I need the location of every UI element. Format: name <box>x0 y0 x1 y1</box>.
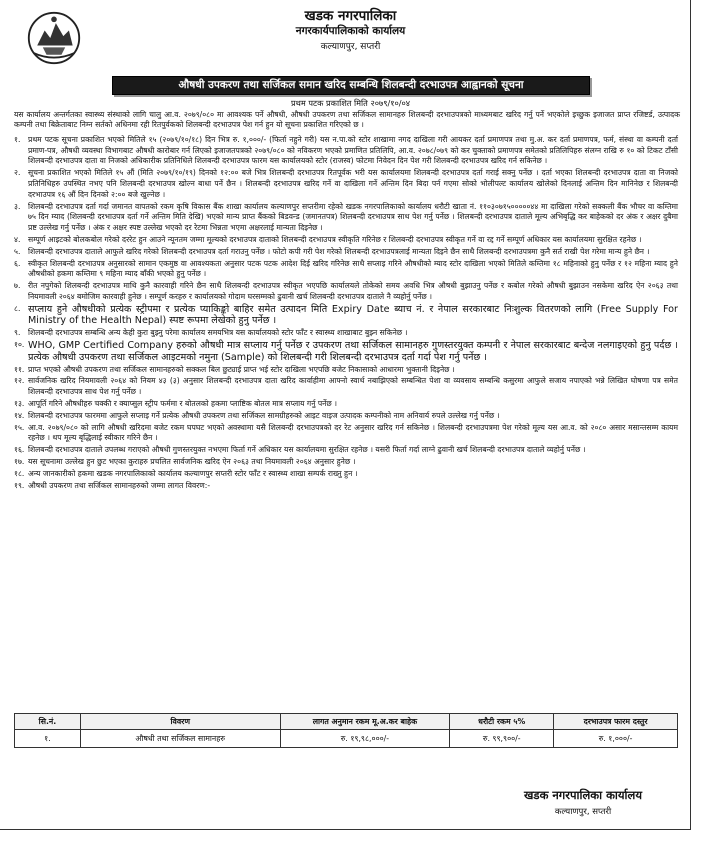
cell-description: औषधी तथा सर्जिकल सामानहरु <box>80 730 280 748</box>
item-number: ६. <box>14 258 21 268</box>
item-number: ३. <box>14 201 21 211</box>
item-text: शिलबन्दी दरभाउपत्र फारममा आफुले सप्लाइ गर्ने प्रत्येक औषधी उपकरण तथा सर्जिकल सामग्रीहरुको आइट वाइज उत्पादक कम्पनीको नाम अनिवार्य रुपले उल्लेख गर्नु पर्नेछ । <box>28 410 500 420</box>
cell-estimated-cost: रु. १९,९८,०००/- <box>280 730 450 748</box>
notice-item <box>14 168 678 200</box>
col-header-form-fee: दरभाउपत्र फारम दस्तुर <box>554 714 678 730</box>
item-number: १४. <box>14 410 25 420</box>
notice-items <box>14 135 678 493</box>
item-number: १६. <box>14 445 25 455</box>
item-number: १८. <box>14 469 25 479</box>
publish-date: प्रथम पटक प्रकाशित मिति २०७९/१०/०४ <box>290 98 411 108</box>
item-text: आ.व. २०७९/०८० को लागि औषधी खरिदमा बजेट रकम घपघट भएको अवस्थामा यसै शिलबन्दी दरभाउपत्रको दर रेट अनुसार खरिद गर्न सकिनेछ । शिलबन्दी दरभाउपत्रमा पेश गरेको मूल्य यस आ.व. को २०८० असार मसान्तसम्म कायम रहनेछ । थप मूल्य बृद्धिलाई स्वीकार गरिने छैन । <box>28 422 678 443</box>
org-name: खडक नगरपालिका <box>304 8 397 24</box>
cost-table <box>14 713 678 748</box>
item-number: ९. <box>14 328 21 338</box>
table-header-row <box>15 714 678 730</box>
item-text: प्राप्त भएको औषधी उपकरण तथा सर्जिकल सामानहरुको सक्कल बिल छुट्याई प्राप्त भई स्टोर दाखिला भएपछि बजेट निकासाको आधारमा भुक्तानी दिइनेछ । <box>28 364 455 374</box>
item-number: ८. <box>14 303 21 313</box>
office-name: नगरकार्यपालिकाको कार्यालय <box>295 25 406 37</box>
item-text: आपूर्ति गरिने औषधीहरु चक्की र क्याप्सुल स्ट्रीप फर्ममा र बोतलको हकमा प्लाष्टिक बोतल मात्र सप्लाय गर्नु पर्नेछ । <box>28 398 337 408</box>
item-text: सप्लाय हुने औषधीको प्रत्येक स्ट्रीपमा र प्रत्येक प्याकिङ्को बाहिर समेत उत्पादन मिति Expiry Date ब्याच नं. र नेपाल सरकारबाट निःशुल्क वितरणको लागि (Free Supply For Ministry of the Health Nepal) स्पष्ट रूपमा लेखेको हुनु पर्नेछ । <box>28 303 678 327</box>
notice-item <box>14 247 678 258</box>
notice-item <box>14 259 678 280</box>
item-number: २. <box>14 168 21 178</box>
notice-item <box>14 235 678 246</box>
item-text: औषधी उपकरण तथा सर्जिकल सामानहरुको जम्मा लागत विवरण:- <box>28 481 211 491</box>
item-text: शिलबन्दी दरभाउपत्र सम्बन्धि अन्य केही कुरा बुझ्नु परेमा कार्यालय समयभित्र यस कार्यालयको स्टोर फाँट र स्वास्थ्य शाखाबाट बुझ्न सकिनेछ । <box>28 328 408 338</box>
item-text: अन्य जानकारीको हकमा खडक नगरपालिकाको कार्यालय कल्याणपुर सप्तरी स्टोर फाँट र स्वास्थ्य शाखा सम्पर्क राख्नु हुन । <box>28 469 358 479</box>
item-text: WHO, GMP Certified Company हरुको औषधी मात्र सप्लाय गर्नु पर्नेछ र उपकरण तथा सर्जिकल सामानहरु गुणस्तरयुक्त कम्पनी र नेपाल सरकारबाट बन्देज नलगाइएको हुनु पर्दछ । प्रत्येक औषधी उपकरण तथा सर्जिकल आइटमको नमुना (Sample) को शिलबन्दी गरी शिलबन्दी दरभाउपत्र दर्ता गर्दा पेश गर्नु पर्नेछ । <box>28 340 678 363</box>
item-number: १२. <box>14 376 25 386</box>
table-row <box>15 730 678 748</box>
notice-title: औषधी उपकरण तथा सर्जिकल समान खरिद सम्बन्धि शिलबन्दी दरभाउपत्र आह्वानको सूचना <box>112 76 590 95</box>
item-number: ५. <box>14 246 21 256</box>
notice-item <box>14 376 678 397</box>
notice-item <box>14 445 678 456</box>
item-number: ७. <box>14 281 21 291</box>
signature-address: कल्याणपुर, सप्तरी <box>554 807 612 817</box>
signature-block <box>524 788 642 817</box>
item-text: रीत नपुगेको शिलबन्दी दरभाउपत्र माथि कुनै कारवाही गरिने छैन साथै शिलबन्दी दरभाउपत्र स्वीकृत भएपछि कार्यालयले तोकेको समय अवधि भित्र औषधी बुझाउनु पर्नेछ र कबोल गरेको औषधी बुझाउन नसकेमा खरिद ऐन २०६३ तथा नियमावली २०६४ बमोजिम कारवाही हुनेछ । सम्पूर्ण करहरु र कार्यालयको गोदाम घरसम्मको ढुवानी खर्च शिलबन्दी दरभाउपत्र दाताले नै व्यहोर्नु पर्नेछ । <box>28 281 678 301</box>
office-address: कल्याणपुर, सप्तरी <box>320 42 381 52</box>
notice-item <box>14 340 678 363</box>
cell-form-fee: रु. १,०००/- <box>554 730 678 748</box>
item-text: शिलबन्दी दरभाउपत्र दाताले उपलब्ध गराएको औषधी गुणस्तरयुक्त नभएमा फिर्ता गर्ने अधिकार यस कार्यालयमा सुरक्षित रहनेछ । यसरी फिर्ता गर्दा लाग्ने ढुवानी खर्च शिलबन्दी दरभाउपत्र दाताले व्यहोर्नु पर्नेछ । <box>28 445 586 455</box>
item-text: प्रथम पटक सूचना प्रकाशित भएको मितिले १५ (२०७९/१०/१८) दिन भित्र रु. १,०००/- (फिर्ता नहुने गरी) यस न.पा.को स्टोर शाखामा नगद दाखिला गरी आयकर दर्ता प्रमाणपत्र तथा मु.अ. कर दर्ता प्रमाणपत्र, फर्म, संस्था वा कम्पनी दर्ता प्रमाण-पत्र, औषधी व्यवस्था विभागबाट औषधी कारोबार गर्न लिएको इजाजतपत्रको २०७९/०८० को नविकरण भएको प्रमाणित प्रतिलिपि, आ.व. २०७८/०७९ को कर चुक्ताको प्रमाणपत्र समेतको प्रतिलिपिहरु संलग्न राखि रु १० को टिकट टाँसी शिलबन्दी दरभाउपत्र दाता वा निजको अधिकारीक प्रतिनिधिले शिलबन्दी दरभाउपत्र फारम यस कार्यालयको स्टोर (राजस्व) फोटमा निवेदन दिन पेश गरी शिलबन्दी दरभाउपत्र खरिद गर्न सकिनेछ । <box>28 135 678 166</box>
item-text: यस सूचनामा उल्लेख हुन छुट भएका कुराहरु प्रचलित सार्वजनिक खरिद ऐन २०६३ तथा नियमावली २०६४ अनुसार हुनेछ । <box>28 457 356 467</box>
notice-item <box>14 328 678 339</box>
signature-org: खडक नगरपालिका कार्यालय <box>524 788 642 802</box>
item-number: १९. <box>14 481 25 491</box>
item-number: ११. <box>14 364 25 374</box>
col-header-estimated-cost: लागत अनुमान रकम मू.अ.कर बाहेक <box>280 714 450 730</box>
cell-sn: १. <box>15 730 81 748</box>
notice-item <box>14 135 678 167</box>
notice-item <box>14 202 678 234</box>
item-text: स्वीकृत शिलबन्दी दरभाउपत्र अनुसारको सामान एकमुष्ठ वा आवश्यकता अनुसार पटक पटक आदेश दिई खरिद गरिनेछ साथै सप्लाइ गरिने औषधीको म्याद स्टोर दाखिला भएको मितिले कम्तिमा १८ महिनाको हुनु पर्नेछ र १२ महिना म्याद हुने औषधीको हकमा कम्तिमा ९ महिना म्याद बाँकी भएको हुनु पर्नेछ । <box>28 258 678 279</box>
notice-item <box>14 399 678 410</box>
item-number: १५. <box>14 422 25 432</box>
item-number: १७. <box>14 457 25 467</box>
notice-item <box>14 304 678 327</box>
col-header-description: विवरण <box>80 714 280 730</box>
item-text: सम्पूर्ण आइटको बोलकबोल गरेको दररेट हुन आउने न्यूनतम जम्मा मूल्यको दरभाउपत्र दाताको शिलबन्दी दरभाउपत्र स्वीकृति गरिनेछ र शिलबन्दी दरभाउपत्र स्वीकृत गर्ने वा रद्द गर्ने सम्पूर्ण अधिकार यस कार्यालयमा सुरक्षित रहनेछ । <box>28 234 642 244</box>
notice-item <box>14 469 678 480</box>
item-number: ४. <box>14 234 21 244</box>
item-number: १३. <box>14 398 25 408</box>
col-header-bid-security: धरौटी रकम ५% <box>450 714 554 730</box>
item-number: १. <box>14 135 21 144</box>
item-text: सार्वजनिक खरिद नियमावली २०६४ को नियम ४३ (३) अनुसार शिलबन्दी दरभाउपत्र दाता खरिद कार्वाहीमा आफ्नो स्वार्थ नबाझिएको सम्बन्धित पेशा वा व्यवसाय सम्बन्धि कसुरमा आफुले सजाय नपाएको भन्ने लिखित घोषणा पत्र समेत शिलबन्दी दरभाउपत्र साथ पेश गर्नु पर्नेछ । <box>28 376 678 397</box>
item-text: शिलबन्दी दरभाउपत्र दाताले आफुले खरिद गरेको शिलबन्दी दरभाउपत्र दर्ता गराउनु पर्नेछ । फोटो कपी गरी पेश गरेको शिलबन्दी दरभाउपत्रलाई मान्यता दिइने छैन साथै शिलबन्दी दरभाउपत्रमा कुनै सर्त राखी पेश गरेमा मान्य हुने छैन । <box>28 246 650 256</box>
item-text: सूचना प्रकाशित भएको मितिले १५ औं (मिति २०७९/१०/१९) दिनको १२:०० बजे भित्र शिलबन्दी दरभाउपत्र रितपूर्वक भरी यस कार्यालयमा शिलबन्दी दरभाउपत्र दर्ता गराई सक्नु पर्नेछ । दर्ता भएका शिलबन्दी दरभाउपत्र दाता वा निजको प्रतिनिधिहरु उपस्थित नभए पनि शिलबन्दी दरभाउपत्र खोल्न बाधा पर्ने छैन । शिलबन्दी दरभाउपत्र खरिद गर्ने वा दाखिला गर्ने अन्तिम दिन बिदा पर्न गएमा सोको भोलीपल्ट कार्यालय खोलेको दिनलाई अन्तिम दिन मानिनेछ र शिलबन्दी दरभाउपत्र १६ औं दिन दिनको २:०० बजे खुल्नेछ । <box>28 168 678 199</box>
notice-item <box>14 281 678 302</box>
cell-bid-security: रु. ९९,९००/- <box>450 730 554 748</box>
col-header-sn: सि.नं. <box>15 714 81 730</box>
notice-item <box>14 365 678 376</box>
notice-item <box>14 411 678 422</box>
item-text: शिलबन्दी दरभाउपत्र दर्ता गर्दा जमानत वापतको रकम कृषि विकास बैंक शाखा कार्यालय कल्याणपुर सप्तरीमा रहेको खडक नगरपालिकाको कार्यालय धरौटी खाता नं. ११०३०७१५०००००४४ मा दाखिला गरेको सक्कली बैंक भौचर वा कम्तिमा ७५ दिन म्याद (शिलबन्दी दरभाउपत्र दर्ता गर्ने अन्तिम मिति देखि) भएको मान्य प्राप्त बैंकको बिडवन्ड (जमानतपत्र) शिलबन्दी दरभाउपत्र साथ पेश गर्नु पर्नेछ । शिलबन्दी दरभाउपत्र दाताले मूल्य अभिबृद्धि कर बाहेकको दर अंक र अक्षर दुबैमा प्रष्ट उल्लेख गर्नु पर्नेछ । अंक र अक्षर स्पष्ट उल्लेख भएको दर रेटमा भिन्नता भएमा अक्षरलाई मान्यता दिइनेछ । <box>28 201 678 232</box>
notice-item <box>14 457 678 468</box>
notice-item <box>14 423 678 444</box>
notice-intro: यस कार्यालय अन्तर्गतका स्वास्थ्य संस्थाको लागि चालु आ.व. २०७९/०८० मा आवश्यक पर्ने औषधी, औषधी उपकरण तथा सर्जिकल सामानहरु शिलबन्दी दरभाउपत्रको माध्यमबाट खरिद गर्नु पर्ने भएकोले इच्छुक इजाजत प्राप्त रजिष्टर्ड, उत्पादक कम्पनी तथा बिक्रेताबाट निम्न सर्तको अधिनमा रही रितपुर्वकको शिलबन्दी दरभाउपत्र पेश गर्न हुन यो सूचना प्रकाशित गरिएको छ । <box>14 110 680 130</box>
notice-item <box>14 481 678 492</box>
item-number: १०. <box>14 340 25 350</box>
